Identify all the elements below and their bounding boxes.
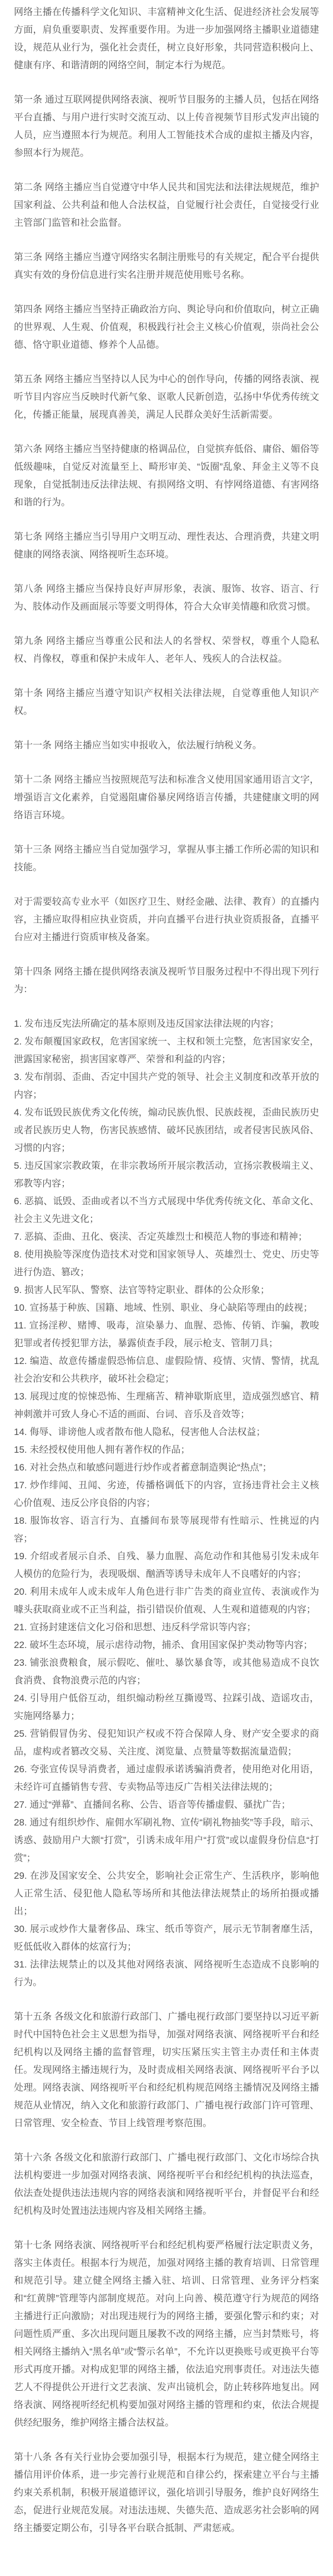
document-paragraph: 第五条 网络主播应当坚持以人民为中心的创作导向，传播的网络表演、视听节目内容应当反映时代新气象、讴歌人民新创造，弘扬中华优秀传统文化，传播正能量，展现真善美，满足人民群众美好生活新需要。 <box>14 374 319 420</box>
document-paragraph: 第十八条 各有关行业协会要加强引导，根据本行为规范，建立健全网络主播信用评价体系，进一步完善行业规范和自律公约，探索建立平台与主播约束关系机制，积极开展道德评议，强化培训引导服务，维护良好网络生态，促进行业规范发展。对违法违规、失德失范、造成恶劣社会影响的网络主播要定期公布，引导各平台联合抵制、严肃惩戒。 <box>14 2452 319 2533</box>
prohibited-behavior-list-item: 25. 营销假冒伪劣、侵犯知识产权或不符合保障人身、财产安全要求的商品，虚构或者篡改交易、关注度、浏览量、点赞量等数据流量造假； <box>14 1728 319 1757</box>
prohibited-behavior-list-item: 23. 铺张浪费粮食，展示假吃、催吐、暴饮暴食等，或其他易造成不良饮食消费、食物浪费示范的内容； <box>14 1657 319 1686</box>
prohibited-behavior-list-item: 5. 违反国家宗教政策，在非宗教场所开展宗教活动，宣扬宗教极端主义、邪教等内容； <box>14 1160 319 1189</box>
prohibited-behavior-list-item: 22. 破坏生态环境，展示虐待动物，捕杀、食用国家保护类动物等内容； <box>14 1640 313 1650</box>
document-paragraph: 第十条 网络主播应当遵守知识产权相关法律法规，自觉尊重他人知识产权。 <box>14 688 319 716</box>
prohibited-behavior-list-item: 4. 发布诋毁民族优秀文化传统，煽动民族仇恨、民族歧视，歪曲民族历史或者民族历史人物，伤害民族感情、破坏民族团结，或者侵害民族风俗、习惯的内容； <box>14 1107 319 1153</box>
prohibited-behavior-list-item: 24. 引导用户低俗互动，组织煽动粉丝互撕谩骂、拉踩引战、造谣攻击，实施网络暴力； <box>14 1693 319 1721</box>
prohibited-behavior-list-item: 11. 宣扬淫秽、赌博、吸毒，渲染暴力、血腥、恐怖、传销、诈骗，教唆犯罪或者传授犯罪方法，暴露侦查手段，展示枪支、管制刀具； <box>14 1320 319 1348</box>
prohibited-behavior-list-item: 31. 法律法规禁止的以及其他对网络表演、网络视听生态造成不良影响的行为。 <box>14 1959 319 1987</box>
prohibited-behavior-list-item: 29. 在涉及国家安全、公共安全，影响社会正常生产、生活秩序，影响他人正常生活、侵犯他人隐私等场所和其他法律法规禁止的场所拍摄或播出； <box>14 1870 319 1916</box>
prohibited-behavior-list-item: 2. 发布颠覆国家政权，危害国家统一、主权和领土完整，危害国家安全，泄露国家秘密，损害国家尊严、荣誉和利益的内容； <box>14 1036 319 1064</box>
document-paragraph: 第十六条 各级文化和旅游行政部门、广播电视行政部门、文化市场综合执法机构要进一步加强对网络表演、网络视听平台和经纪机构的执法巡查，依法查处提供违法违规内容的网络表演和网络视听平台，并督促平台和经纪机构及时处置违法违规内容及相关网络主播。 <box>14 2152 319 2216</box>
document-paragraph: 第十七条 网络表演、网络视听平台和经纪机构要严格履行法定职责义务，落实主体责任。根据本行为规范，加强对网络主播的教育培训、日常管理和规范引导。建立健全网络主播入驻、培训、日常管理、业务评分档案和“红黄牌”管理等内部制度规范。对向上向善、模范遵守行为规范的网络主播进行正向激励；对出现违规行为的网络主播，要强化警示和约束；对问题性质严重、多次出现问题且屡教不改的网络主播，应当封禁账号，将相关网络主播纳入“黑名单”或“警示名单”，不允许以更换账号或更换平台等形式再度开播。对构成犯罪的网络主播，依法追究刑事责任。对违法失德艺人不得提供公开进行文艺表演、发声出镜机会，防止转移阵地复出。网络表演、网络视听经纪机构要加强对网络主播的管理和约束，依法合规提供经纪服务，维护网络主播合法权益。 <box>14 2240 319 2428</box>
document-paragraph: 第十四条 网络主播在提供网络表演及视听节目服务过程中不得出现下列行为： <box>14 966 319 995</box>
prohibited-behavior-list-item: 30. 展示或炒作大量奢侈品、珠宝、纸币等资产，展示无节制奢靡生活，贬低低收入群体的炫富行为； <box>14 1924 319 1952</box>
document-paragraph: 第四条 网络主播应当坚持正确政治方向、舆论导向和价值取向，树立正确的世界观、人生观、价值观，积极践行社会主义核心价值观，崇尚社会公德、恪守职业道德、修养个人品德。 <box>14 304 319 350</box>
document-paragraph: 第七条 网络主播应当引导用户文明互动、理性表达、合理消费，共建文明健康的网络表演、网络视听生态环境。 <box>14 531 319 560</box>
document-paragraph: 第九条 网络主播应当尊重公民和法人的名誉权、荣誉权，尊重个人隐私权、肖像权，尊重和保护未成年人、老年人、残疾人的合法权益。 <box>14 636 319 664</box>
document-paragraph: 第一条 通过互联网提供网络表演、视听节目服务的主播人员，包括在网络平台直播、与用户进行实时交流互动、以上传音视频节目形式发声出镜的人员，应当遵照本行为规范。利用人工智能技术合成的虚拟主播及内容，参照本行为规范。 <box>14 94 319 158</box>
prohibited-behavior-list-item: 18. 服饰妆容、语言行为、直播间布景等展现带有性暗示、性挑逗的内容； <box>14 1515 319 1544</box>
prohibited-behavior-list-item: 20. 利用未成年人或未成年人角色进行非广告类的商业宣传、表演或作为噱头获取商业或不正当利益，指引错误价值观、人生观和道德观的内容； <box>14 1586 319 1615</box>
prohibited-behavior-list-item: 26. 夸张宣传误导消费者，通过虚假承诺诱骗消费者，使用绝对化用语，未经许可直播销售专营、专卖物品等违反广告相关法律法规的； <box>14 1764 319 1792</box>
prohibited-behavior-list-item: 19. 介绍或者展示自杀、自残、暴力血腥、高危动作和其他易引发未成年人模仿的危险行为，表现吸烟、酗酒等诱导未成年人不良嗜好的内容； <box>14 1551 319 1579</box>
prohibited-behavior-list-item: 17. 炒作绯闻、丑闻、劣迹，传播格调低下的内容，宣扬违背社会主义核心价值观、违反公序良俗的内容； <box>14 1480 319 1508</box>
document-paragraph: 第十一条 网络主播应当如实申报收入，依法履行纳税义务。 <box>14 740 262 751</box>
prohibited-behavior-list-item: 14. 侮辱、诽谤他人或者散布他人隐私，侵害他人合法权益； <box>14 1427 266 1437</box>
document-paragraph: 第三条 网络主播应当遵守网络实名制注册账号的有关规定，配合平台提供真实有效的身份信息进行实名注册并规范使用账号名称。 <box>14 252 319 280</box>
prohibited-behavior-list-item: 16. 对社会热点和敏感问题进行炒作或者蓄意制造舆论“热点”； <box>14 1462 272 1473</box>
prohibited-behavior-list-item: 13. 展现过度的惊悚恐怖、生理痛苦、精神歇斯底里，造成强烈感官、精神刺激并可致人身心不适的画面、台词、音乐及音效等； <box>14 1391 319 1419</box>
prohibited-behavior-list-item: 6. 恶搞、诋毁、歪曲或者以不当方式展现中华优秀传统文化、革命文化、社会主义先进文化； <box>14 1196 319 1224</box>
document-paragraph: 网络主播在传播科学文化知识、丰富精神文化生活、促进经济社会发展等方面，肩负重要职责、发挥重要作用。为进一步加强网络主播职业道德建设，规范从业行为，强化社会责任，树立良好形象，共同营造积极向上、健康有序、和谐清朗的网络空间，制定本行为规范。 <box>14 7 319 70</box>
prohibited-behavior-list-item: 28. 通过有组织炒作、雇佣水军刷礼物、宣传“刷礼物抽奖”等手段，暗示、诱惑、鼓励用户大额“打赏”，引诱未成年用户“打赏”或以虚假身份信息“打赏”； <box>14 1817 319 1863</box>
prohibited-behavior-list-item: 9. 损害人民军队、警察、法官等特定职业、群体的公众形象； <box>14 1285 270 1295</box>
prohibited-behavior-list-item: 27. 通过“弹幕”、直播间名称、公告、语音等传播虚假、骚扰广告； <box>14 1799 291 1810</box>
document-paragraph: 第十三条 网络主播应当自觉加强学习，掌握从事主播工作所必需的知识和技能。 <box>14 844 319 873</box>
prohibited-behavior-list-item: 1. 发布违反宪法所确定的基本原则及违反国家法律法规的内容； <box>14 1018 279 1029</box>
prohibited-behavior-list-item: 3. 发布削弱、歪曲、否定中国共产党的领导、社会主义制度和改革开放的内容； <box>14 1072 319 1100</box>
document-paragraph: 第十五条 各级文化和旅游行政部门、广播电视行政部门要坚持以习近平新时代中国特色社会主义思想为指导，加强对网络表演、网络视听平台和经纪机构以及网络主播的监督管理，切实压紧压实主管主办责任和主体责任。发现网络主播违规行为，及时责成相关网络表演、网络视听平台予以处理。网络表演、网络视听平台和经纪机构规范网络主播情况及网络主播规范从业情况，纳入文化和旅游行政部门、广播电视行政部门许可管理、日常管理、安全检查、节目上线管理考察范围。 <box>14 2011 319 2128</box>
prohibited-behavior-list-item: 12. 编造、故意传播虚假恐怖信息、虚假险情、疫情、灾情、警情，扰乱社会治安和公共秩序，破坏社会稳定； <box>14 1356 319 1384</box>
document-paragraph: 第八条 网络主播应当保持良好声屏形象，表演、服饰、妆容、语言、行为、肢体动作及画面展示等要文明得体，符合大众审美情趣和欣赏习惯。 <box>14 584 319 612</box>
document-paragraph: 对于需要较高专业水平（如医疗卫生、财经金融、法律、教育）的直播内容，主播应取得相应执业资质，并向直播平台进行执业资质报备，直播平台应对主播进行资质审核及备案。 <box>14 896 319 942</box>
prohibited-behavior-list-item: 21. 宣扬封建迷信文化习俗和思想、违反科学常识等内容； <box>14 1622 256 1632</box>
document-paragraph: 第六条 网络主播应当坚持健康的格调品位，自觉摈弃低俗、庸俗、媚俗等低级趣味，自觉反对流量至上、畸形审美、“饭圈”乱象、拜金主义等不良现象，自觉抵制违反法律法规、有损网络文明、有悖网络道德、有害网络和谐的行为。 <box>14 444 319 508</box>
document-paragraph: 第十二条 网络主播应当按照规范写法和标准含义使用国家通用语言文字，增强语言文化素养，自觉遏阻庸俗暴戾网络语言传播，共建健康文明的网络语言环境。 <box>14 774 319 820</box>
prohibited-behavior-list-item: 8. 使用换脸等深度伪造技术对党和国家领导人、英雄烈士、党史、历史等进行伪造、篡改； <box>14 1249 319 1277</box>
prohibited-behavior-list-item: 10. 宣扬基于种族、国籍、地域、性别、职业、身心缺陷等理由的歧视； <box>14 1302 313 1313</box>
prohibited-behavior-list-item: 7. 恶搞、歪曲、丑化、亵渎、否定英雄烈士和模范人物的事迹和精神； <box>14 1231 307 1242</box>
prohibited-behavior-list-item: 15. 未经授权使用他人拥有著作权的作品； <box>14 1444 190 1455</box>
document-paragraph: 第二条 网络主播应当自觉遵守中华人民共和国宪法和法律法规规范，维护国家利益、公共利益和他人合法权益，自觉履行社会责任，自觉接受行业主管部门监管和社会监督。 <box>14 182 319 228</box>
